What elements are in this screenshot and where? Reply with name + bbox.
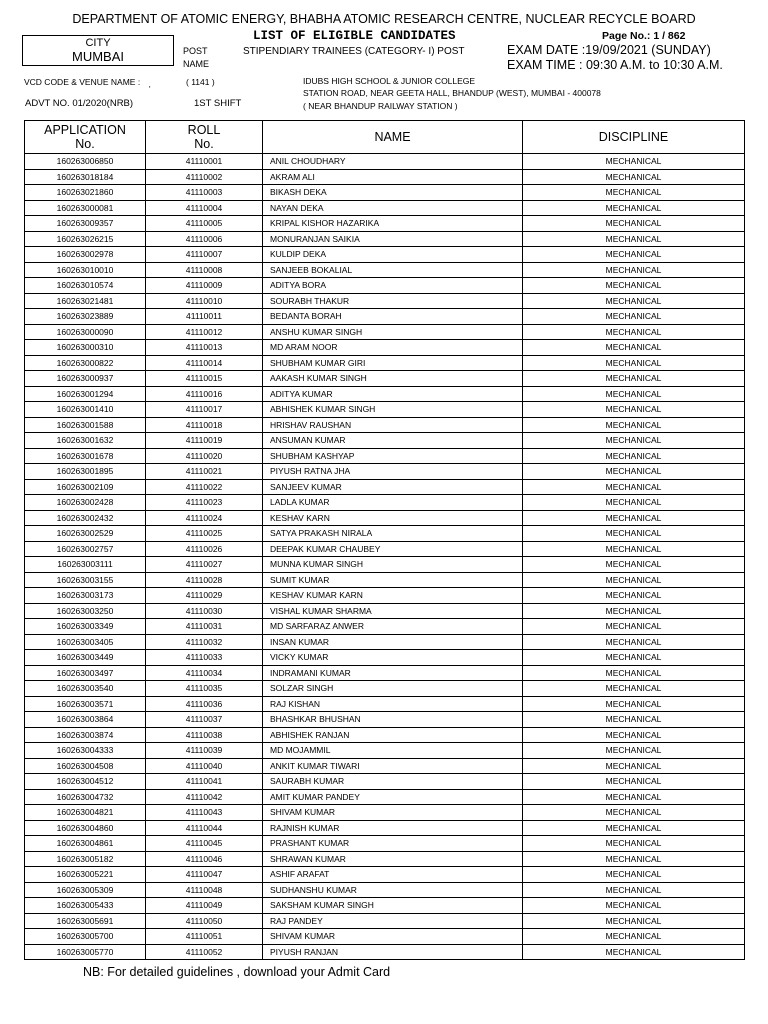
roll-no-cell: 41110043: [146, 805, 263, 821]
discipline-cell: MECHANICAL: [523, 247, 745, 263]
discipline-cell: MECHANICAL: [523, 882, 745, 898]
name-cell: MD ARAM NOOR: [263, 340, 523, 356]
roll-no-cell: 41110028: [146, 572, 263, 588]
name-cell: BEDANTA BORAH: [263, 309, 523, 325]
discipline-cell: MECHANICAL: [523, 603, 745, 619]
application-no-cell: 160263002432: [25, 510, 146, 526]
roll-no-cell: 41110049: [146, 898, 263, 914]
header-roll-no: ROLL No.: [146, 121, 263, 154]
table-row: [25, 495, 745, 511]
roll-no-cell: 41110010: [146, 293, 263, 309]
discipline-cell: MECHANICAL: [523, 402, 745, 418]
application-no-cell: 160263001632: [25, 433, 146, 449]
name-cell: ABHISHEK RANJAN: [263, 727, 523, 743]
application-no-cell: 160263001588: [25, 417, 146, 433]
table-row: [25, 867, 745, 883]
table-row: [25, 727, 745, 743]
table-row: [25, 789, 745, 805]
application-no-cell: 160263003250: [25, 603, 146, 619]
discipline-cell: MECHANICAL: [523, 789, 745, 805]
name-cell: SHUBHAM KASHYAP: [263, 448, 523, 464]
name-cell: ANSHU KUMAR SINGH: [263, 324, 523, 340]
application-no-cell: 160263003540: [25, 681, 146, 697]
roll-no-cell: 41110006: [146, 231, 263, 247]
name-cell: SUDHANSHU KUMAR: [263, 882, 523, 898]
discipline-cell: MECHANICAL: [523, 867, 745, 883]
name-cell: VISHAL KUMAR SHARMA: [263, 603, 523, 619]
roll-no-cell: 41110001: [146, 154, 263, 170]
discipline-cell: MECHANICAL: [523, 650, 745, 666]
application-no-cell: 160263001895: [25, 464, 146, 480]
discipline-cell: MECHANICAL: [523, 185, 745, 201]
application-no-cell: 160263004821: [25, 805, 146, 821]
name-cell: SUMIT KUMAR: [263, 572, 523, 588]
roll-no-cell: 41110033: [146, 650, 263, 666]
roll-no-cell: 41110042: [146, 789, 263, 805]
table-row: [25, 758, 745, 774]
discipline-cell: MECHANICAL: [523, 944, 745, 960]
table-row: [25, 681, 745, 697]
discipline-cell: MECHANICAL: [523, 681, 745, 697]
application-no-cell: 160263004512: [25, 774, 146, 790]
discipline-cell: MECHANICAL: [523, 386, 745, 402]
discipline-cell: MECHANICAL: [523, 293, 745, 309]
table-row: [25, 510, 745, 526]
table-row: [25, 572, 745, 588]
name-cell: DEEPAK KUMAR CHAUBEY: [263, 541, 523, 557]
application-no-cell: 160263001294: [25, 386, 146, 402]
table-row: [25, 665, 745, 681]
name-cell: KULDIP DEKA: [263, 247, 523, 263]
city-box: [22, 35, 174, 66]
table-row: [25, 309, 745, 325]
application-no-cell: 160263026215: [25, 231, 146, 247]
application-no-cell: 160263005433: [25, 898, 146, 914]
discipline-cell: MECHANICAL: [523, 727, 745, 743]
discipline-cell: MECHANICAL: [523, 371, 745, 387]
table-row: [25, 293, 745, 309]
application-no-cell: 160263003864: [25, 712, 146, 728]
application-no-cell: 160263004732: [25, 789, 146, 805]
footer-note: NB: For detailed guidelines , download your Admit Card: [83, 965, 391, 979]
discipline-cell: MECHANICAL: [523, 510, 745, 526]
name-cell: KESHAV KARN: [263, 510, 523, 526]
application-no-cell: 160263006850: [25, 154, 146, 170]
table-row: [25, 882, 745, 898]
table-row: [25, 898, 745, 914]
post-label-line1: POST: [183, 46, 208, 56]
application-no-cell: 160263018184: [25, 169, 146, 185]
discipline-cell: MECHANICAL: [523, 200, 745, 216]
roll-no-cell: 41110019: [146, 433, 263, 449]
discipline-cell: MECHANICAL: [523, 262, 745, 278]
roll-no-cell: 41110031: [146, 619, 263, 635]
application-no-cell: 160263005309: [25, 882, 146, 898]
discipline-cell: MECHANICAL: [523, 479, 745, 495]
application-no-cell: 160263002529: [25, 526, 146, 542]
discipline-cell: MECHANICAL: [523, 433, 745, 449]
exam-date: EXAM DATE :19/09/2021 (SUNDAY): [507, 43, 711, 57]
advt-number: ADVT NO. 01/2020(NRB): [25, 98, 134, 109]
discipline-cell: MECHANICAL: [523, 758, 745, 774]
roll-no-cell: 41110046: [146, 851, 263, 867]
table-row: [25, 371, 745, 387]
discipline-cell: MECHANICAL: [523, 572, 745, 588]
city-label: CITY: [85, 37, 111, 49]
table-row: [25, 541, 745, 557]
table-row: [25, 634, 745, 650]
roll-no-cell: 41110009: [146, 278, 263, 294]
application-no-cell: 160263023889: [25, 309, 146, 325]
table-row: [25, 603, 745, 619]
venue-address: STATION ROAD, NEAR GEETA HALL, BHANDUP (WEST), MUMBAI - 400078: [303, 88, 601, 98]
venue-code: ( 1141 ): [186, 77, 215, 87]
name-cell: SAURABH KUMAR: [263, 774, 523, 790]
name-cell: KRIPAL KISHOR HAZARIKA: [263, 216, 523, 232]
table-row: [25, 820, 745, 836]
application-no-cell: 160263009357: [25, 216, 146, 232]
table-row: [25, 774, 745, 790]
name-cell: MONURANJAN SAIKIA: [263, 231, 523, 247]
roll-no-cell: 41110023: [146, 495, 263, 511]
name-cell: SAKSHAM KUMAR SINGH: [263, 898, 523, 914]
application-no-cell: 160263010574: [25, 278, 146, 294]
name-cell: SHUBHAM KUMAR GIRI: [263, 355, 523, 371]
table-row: [25, 851, 745, 867]
table-header-row: [25, 121, 745, 154]
application-no-cell: 160263021860: [25, 185, 146, 201]
discipline-cell: MECHANICAL: [523, 774, 745, 790]
name-cell: SHIVAM KUMAR: [263, 805, 523, 821]
application-no-cell: 160263001678: [25, 448, 146, 464]
discipline-cell: MECHANICAL: [523, 278, 745, 294]
name-cell: SHIVAM KUMAR: [263, 929, 523, 945]
application-no-cell: 160263004508: [25, 758, 146, 774]
header-discipline: DISCIPLINE: [523, 121, 745, 154]
vcd-venue-label: VCD CODE & VENUE NAME :: [24, 77, 141, 87]
discipline-cell: MECHANICAL: [523, 634, 745, 650]
table-row: [25, 944, 745, 960]
header-application-no: APPLICATION No.: [25, 121, 146, 154]
roll-no-cell: 41110008: [146, 262, 263, 278]
table-row: [25, 696, 745, 712]
city-value: MUMBAI: [72, 49, 124, 64]
table-row: [25, 402, 745, 418]
discipline-cell: MECHANICAL: [523, 526, 745, 542]
application-no-cell: 160263001410: [25, 402, 146, 418]
name-cell: SOLZAR SINGH: [263, 681, 523, 697]
discipline-cell: MECHANICAL: [523, 696, 745, 712]
roll-no-cell: 41110030: [146, 603, 263, 619]
roll-no-cell: 41110004: [146, 200, 263, 216]
application-no-cell: 160263002109: [25, 479, 146, 495]
name-cell: ANKIT KUMAR TIWARI: [263, 758, 523, 774]
discipline-cell: MECHANICAL: [523, 836, 745, 852]
roll-no-cell: 41110024: [146, 510, 263, 526]
table-row: [25, 200, 745, 216]
roll-no-cell: 41110013: [146, 340, 263, 356]
discipline-cell: MECHANICAL: [523, 448, 745, 464]
table-row: [25, 650, 745, 666]
application-no-cell: 160263004861: [25, 836, 146, 852]
name-cell: ADITYA KUMAR: [263, 386, 523, 402]
discipline-cell: MECHANICAL: [523, 464, 745, 480]
roll-no-cell: 41110051: [146, 929, 263, 945]
table-row: [25, 386, 745, 402]
name-cell: VICKY KUMAR: [263, 650, 523, 666]
discipline-cell: MECHANICAL: [523, 898, 745, 914]
application-no-cell: 160263003111: [25, 557, 146, 573]
roll-no-cell: 41110021: [146, 464, 263, 480]
application-no-cell: 160263004333: [25, 743, 146, 759]
application-no-cell: 160263010010: [25, 262, 146, 278]
application-no-cell: 160263003173: [25, 588, 146, 604]
table-row: [25, 448, 745, 464]
name-cell: ABHISHEK KUMAR SINGH: [263, 402, 523, 418]
name-cell: KESHAV KUMAR KARN: [263, 588, 523, 604]
roll-no-cell: 41110041: [146, 774, 263, 790]
name-cell: BHASHKAR BHUSHAN: [263, 712, 523, 728]
name-cell: ANIL CHOUDHARY: [263, 154, 523, 170]
discipline-cell: MECHANICAL: [523, 588, 745, 604]
roll-no-cell: 41110025: [146, 526, 263, 542]
application-no-cell: 160263005691: [25, 913, 146, 929]
discipline-cell: MECHANICAL: [523, 340, 745, 356]
exam-time: EXAM TIME : 09:30 A.M. to 10:30 A.M.: [507, 58, 723, 72]
venue-name: IDUBS HIGH SCHOOL & JUNIOR COLLEGE: [303, 76, 476, 86]
discipline-cell: MECHANICAL: [523, 743, 745, 759]
name-cell: PIYUSH RATNA JHA: [263, 464, 523, 480]
roll-no-cell: 41110014: [146, 355, 263, 371]
application-no-cell: 160263005770: [25, 944, 146, 960]
table-row: [25, 913, 745, 929]
discipline-cell: MECHANICAL: [523, 495, 745, 511]
page-number: Page No.: 1 / 862: [602, 30, 686, 42]
discipline-cell: MECHANICAL: [523, 417, 745, 433]
name-cell: SATYA PRAKASH NIRALA: [263, 526, 523, 542]
application-no-cell: 160263003497: [25, 665, 146, 681]
table-row: [25, 619, 745, 635]
name-cell: ADITYA BORA: [263, 278, 523, 294]
candidates-table: [24, 120, 745, 960]
name-cell: RAJ KISHAN: [263, 696, 523, 712]
application-no-cell: 160263003874: [25, 727, 146, 743]
roll-no-cell: 41110032: [146, 634, 263, 650]
table-row: [25, 836, 745, 852]
application-no-cell: 160263000937: [25, 371, 146, 387]
application-no-cell: 160263002978: [25, 247, 146, 263]
table-row: [25, 262, 745, 278]
name-cell: AAKASH KUMAR SINGH: [263, 371, 523, 387]
table-row: [25, 557, 745, 573]
table-row: [25, 464, 745, 480]
department-heading: DEPARTMENT OF ATOMIC ENERGY, BHABHA ATOMIC RESEARCH CENTRE, NUCLEAR RECYCLE BOARD: [72, 12, 696, 26]
name-cell: PRASHANT KUMAR: [263, 836, 523, 852]
name-cell: SOURABH THAKUR: [263, 293, 523, 309]
application-no-cell: 160263003405: [25, 634, 146, 650]
application-no-cell: 160263002757: [25, 541, 146, 557]
name-cell: INSAN KUMAR: [263, 634, 523, 650]
application-no-cell: 160263003349: [25, 619, 146, 635]
table-row: [25, 324, 745, 340]
name-cell: RAJ PANDEY: [263, 913, 523, 929]
application-no-cell: 160263003155: [25, 572, 146, 588]
discipline-cell: MECHANICAL: [523, 154, 745, 170]
header-name: NAME: [263, 121, 523, 154]
roll-no-cell: 41110034: [146, 665, 263, 681]
roll-no-cell: 41110050: [146, 913, 263, 929]
roll-no-cell: 41110039: [146, 743, 263, 759]
name-cell: SHRAWAN KUMAR: [263, 851, 523, 867]
roll-no-cell: 41110003: [146, 185, 263, 201]
table-row: [25, 712, 745, 728]
name-cell: HRISHAV RAUSHAN: [263, 417, 523, 433]
roll-no-cell: 41110011: [146, 309, 263, 325]
name-cell: SANJEEV KUMAR: [263, 479, 523, 495]
application-no-cell: 160263005221: [25, 867, 146, 883]
discipline-cell: MECHANICAL: [523, 619, 745, 635]
table-row: [25, 154, 745, 170]
table-row: [25, 278, 745, 294]
table-row: [25, 805, 745, 821]
table-row: [25, 433, 745, 449]
table-body: [25, 154, 745, 960]
post-name-label: [183, 45, 209, 71]
table-row: [25, 743, 745, 759]
roll-no-cell: 41110044: [146, 820, 263, 836]
roll-no-cell: 41110047: [146, 867, 263, 883]
roll-no-cell: 41110017: [146, 402, 263, 418]
table-row: [25, 526, 745, 542]
discipline-cell: MECHANICAL: [523, 665, 745, 681]
stray-mark: ': [149, 85, 151, 94]
list-title: LIST OF ELIGIBLE CANDIDATES: [253, 29, 456, 43]
roll-no-cell: 41110012: [146, 324, 263, 340]
post-name: STIPENDIARY TRAINEES (CATEGORY- I) POST: [243, 46, 465, 57]
name-cell: LADLA KUMAR: [263, 495, 523, 511]
discipline-cell: MECHANICAL: [523, 929, 745, 945]
roll-no-cell: 41110038: [146, 727, 263, 743]
candidates-table-wrap: [24, 120, 744, 960]
discipline-cell: MECHANICAL: [523, 309, 745, 325]
discipline-cell: MECHANICAL: [523, 355, 745, 371]
name-cell: MUNNA KUMAR SINGH: [263, 557, 523, 573]
name-cell: MD SARFARAZ ANWER: [263, 619, 523, 635]
discipline-cell: MECHANICAL: [523, 231, 745, 247]
roll-no-cell: 41110029: [146, 588, 263, 604]
name-cell: INDRAMANI KUMAR: [263, 665, 523, 681]
application-no-cell: 160263000081: [25, 200, 146, 216]
roll-no-cell: 41110015: [146, 371, 263, 387]
name-cell: NAYAN DEKA: [263, 200, 523, 216]
table-row: [25, 417, 745, 433]
roll-no-cell: 41110040: [146, 758, 263, 774]
discipline-cell: MECHANICAL: [523, 169, 745, 185]
name-cell: BIKASH DEKA: [263, 185, 523, 201]
post-label-line2: NAME: [183, 59, 210, 69]
name-cell: RAJNISH KUMAR: [263, 820, 523, 836]
discipline-cell: MECHANICAL: [523, 712, 745, 728]
table-row: [25, 340, 745, 356]
discipline-cell: MECHANICAL: [523, 851, 745, 867]
roll-no-cell: 41110036: [146, 696, 263, 712]
application-no-cell: 160263005182: [25, 851, 146, 867]
name-cell: AKRAM ALI: [263, 169, 523, 185]
name-cell: AMIT KUMAR PANDEY: [263, 789, 523, 805]
table-row: [25, 588, 745, 604]
discipline-cell: MECHANICAL: [523, 805, 745, 821]
application-no-cell: 160263000310: [25, 340, 146, 356]
application-no-cell: 160263005700: [25, 929, 146, 945]
table-row: [25, 169, 745, 185]
application-no-cell: 160263021481: [25, 293, 146, 309]
roll-no-cell: 41110037: [146, 712, 263, 728]
table-row: [25, 355, 745, 371]
name-cell: PIYUSH RANJAN: [263, 944, 523, 960]
roll-no-cell: 41110018: [146, 417, 263, 433]
roll-no-cell: 41110022: [146, 479, 263, 495]
roll-no-cell: 41110052: [146, 944, 263, 960]
discipline-cell: MECHANICAL: [523, 216, 745, 232]
name-cell: SANJEEB BOKALIAL: [263, 262, 523, 278]
discipline-cell: MECHANICAL: [523, 324, 745, 340]
application-no-cell: 160263003571: [25, 696, 146, 712]
roll-no-cell: 41110007: [146, 247, 263, 263]
roll-no-cell: 41110020: [146, 448, 263, 464]
application-no-cell: 160263000822: [25, 355, 146, 371]
table-row: [25, 479, 745, 495]
discipline-cell: MECHANICAL: [523, 541, 745, 557]
discipline-cell: MECHANICAL: [523, 820, 745, 836]
roll-no-cell: 41110027: [146, 557, 263, 573]
shift-label: 1ST SHIFT: [194, 98, 242, 109]
table-row: [25, 185, 745, 201]
venue-landmark: ( NEAR BHANDUP RAILWAY STATION ): [303, 101, 458, 111]
roll-no-cell: 41110016: [146, 386, 263, 402]
table-row: [25, 216, 745, 232]
application-no-cell: 160263002428: [25, 495, 146, 511]
discipline-cell: MECHANICAL: [523, 913, 745, 929]
name-cell: MD MOJAMMIL: [263, 743, 523, 759]
roll-no-cell: 41110048: [146, 882, 263, 898]
name-cell: ASHIF ARAFAT: [263, 867, 523, 883]
discipline-cell: MECHANICAL: [523, 557, 745, 573]
table-row: [25, 247, 745, 263]
roll-no-cell: 41110035: [146, 681, 263, 697]
name-cell: ANSUMAN KUMAR: [263, 433, 523, 449]
roll-no-cell: 41110005: [146, 216, 263, 232]
roll-no-cell: 41110045: [146, 836, 263, 852]
table-row: [25, 231, 745, 247]
table-row: [25, 929, 745, 945]
application-no-cell: 160263003449: [25, 650, 146, 666]
application-no-cell: 160263004860: [25, 820, 146, 836]
roll-no-cell: 41110026: [146, 541, 263, 557]
application-no-cell: 160263000090: [25, 324, 146, 340]
roll-no-cell: 41110002: [146, 169, 263, 185]
